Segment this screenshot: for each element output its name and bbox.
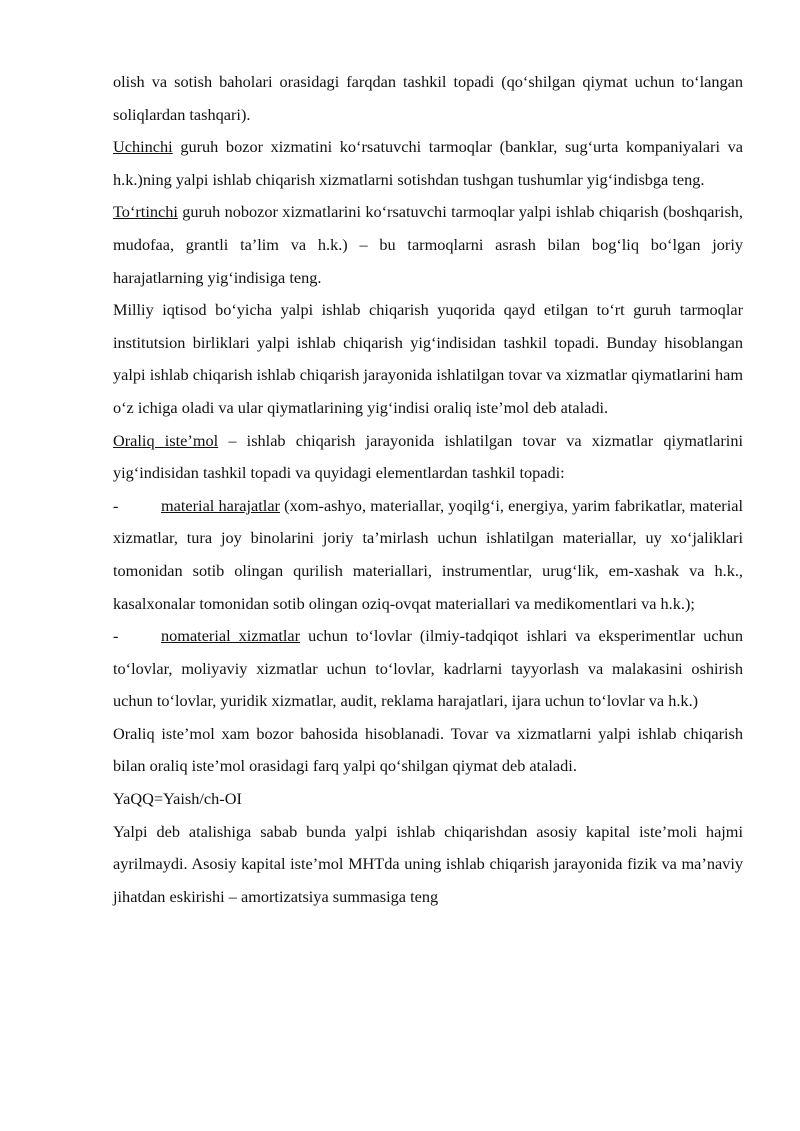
paragraph-third-group [113, 131, 743, 196]
term-oraliq-istemol: Oraliq iste’mol [113, 430, 219, 450]
document-page [113, 66, 743, 913]
paragraph-intermediate-consumption-text: – ishlab chiqarish jarayonida ishlatilgan tovar va xizmatlar qiymatlarini yig‘indisidan tashkil topadi va quyidagi elementlardan tashkil topadi: [113, 430, 743, 483]
list-item-material-text: (xom-ashyo, materiallar, yoqilg‘i, energiya, yarim fabrikatlar, material xizmatlar, tura joy binolarini joriy ta’mirlash uchun ishlatilgan materiallar, uy xo‘jaliklari tomonidan sotib olingan qurilish materiallari, instrumentlar, urug‘lik, em-xashak va h.k., kasalxonalar tomonidan sotib olingan oziq-ovqat materiallari va medikomentlari va h.k.); [113, 495, 743, 613]
term-tortinchi: To‘rtinchi [113, 202, 178, 222]
term-uchinchi: Uchinchi [113, 137, 173, 157]
formula: YaQQ=Yaish/ch-OI [113, 789, 242, 809]
list-item-nonmaterial [113, 620, 743, 718]
term-material-harajatlar: material harajatlar [161, 495, 280, 515]
list-dash: - [113, 626, 119, 646]
paragraph-intermediate-consumption [113, 425, 743, 490]
list-item-nonmaterial-text: uchun to‘lovlar (ilmiy-tadqiqot ishlari va eksperimentlar uchun to‘lovlar, moliyaviy xizmatlar uchun to‘lovlar, kadrlarni tayyorlash va malakasini oshirish uchun to‘lovlar, yuridik xizmatlar, audit, reklama harajatlari, ijara uchun to‘lovlar va h.k.) [113, 626, 743, 711]
paragraph-continuation: olish va sotish baholari orasidagi farqdan tashkil topadi (qo‘shilgan qiymat uchun to‘langan soliqlardan tashqari). [113, 72, 743, 124]
list-item-material [113, 490, 743, 620]
paragraph-national-economy: Milliy iqtisod bo‘yicha yalpi ishlab chiqarish yuqorida qayd etilgan to‘rt guruh tarmoqlar institutsion birliklari yalpi ishlab chiqarish yig‘indisidan tashkil topadi. Bunday hisoblangan yalpi ishlab chiqarish ishlab chiqarish jarayonida ishlatilgan tovar va xizmatlar qiymatlarini ham o‘z ichiga oladi va ular qiymatlarining yig‘indisi oraliq iste’mol deb ataladi. [113, 300, 743, 417]
paragraph-market-price: Oraliq iste’mol xam bozor bahosida hisoblanadi. Tovar va xizmatlarni yalpi ishlab chiqarish bilan oraliq iste’mol orasidagi farq yalpi qo‘shilgan qiymat deb ataladi. [113, 723, 743, 776]
list-dash: - [113, 495, 119, 515]
paragraph-gross-reason: Yalpi deb atalishiga sabab bunda yalpi ishlab chiqarishdan asosiy kapital iste’moli hajmi ayrilmaydi. Asosiy kapital iste’mol MHTda uning ishlab chiqarish jarayonida fizik va ma’naviy jihatdan eskirishi – amortizatsiya summasiga teng [113, 821, 743, 906]
term-nomaterial-xizmatlar: nomaterial xizmatlar [161, 626, 301, 646]
paragraph-third-group-text: guruh bozor xizmatini ko‘rsatuvchi tarmoqlar (banklar, sug‘urta kompaniyalari va h.k.)ning yalpi ishlab chiqarish xizmatlarni sotishdan tushgan tushumlar yig‘indisbga teng. [113, 137, 743, 189]
paragraph-fourth-group [113, 196, 743, 294]
paragraph-fourth-group-text: guruh nobozor xizmatlarini ko‘rsatuvchi tarmoqlar yalpi ishlab chiqarish (boshqarish, mudofaa, grantli ta’lim va h.k.) – bu tarmoqlarni asrash bilan bog‘liq bo‘lgan joriy harajatlarning yig‘indisiga teng. [113, 202, 743, 287]
